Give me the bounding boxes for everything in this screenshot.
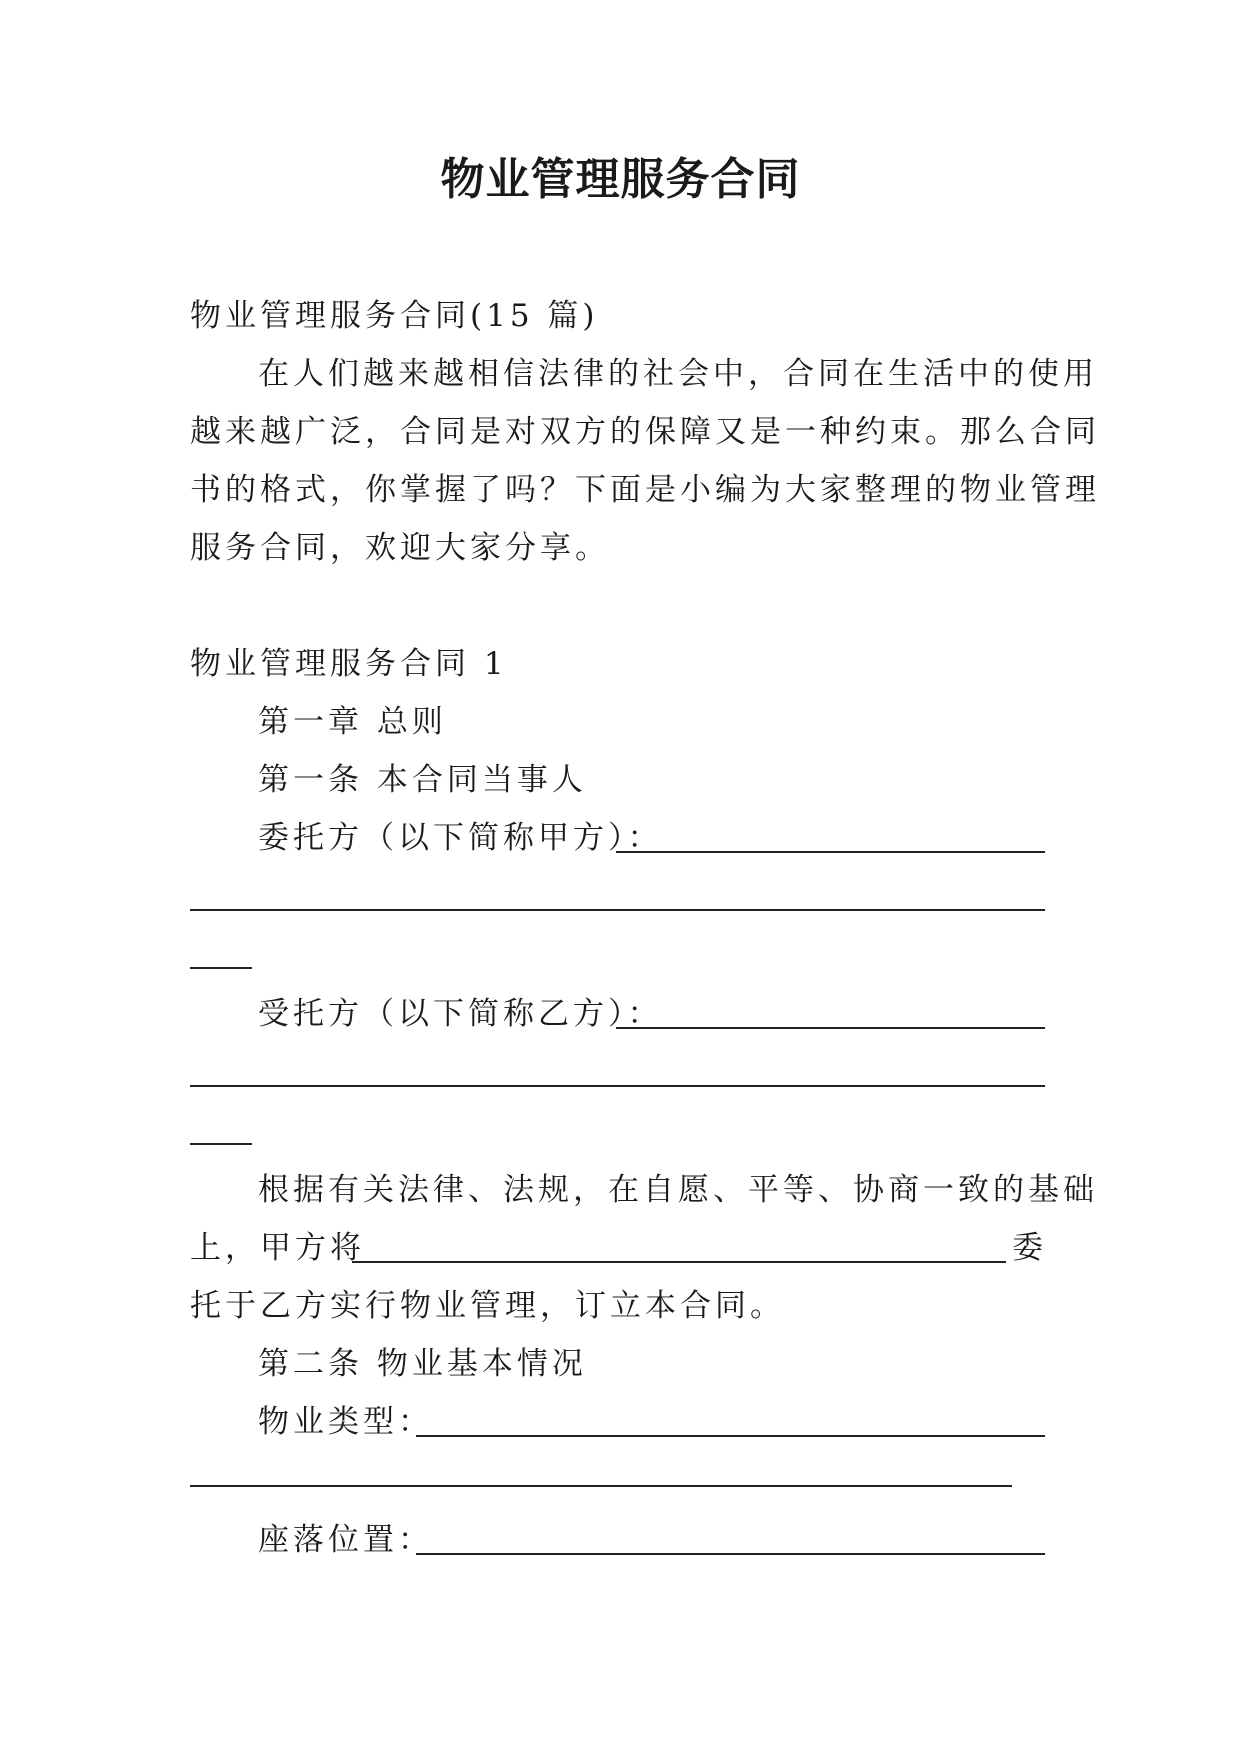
intro-line-1: 在人们越来越相信法律的社会中，合同在生活中的使用 bbox=[258, 356, 1098, 392]
property-type-blank-1[interactable] bbox=[416, 1435, 1045, 1437]
article-1-heading: 第一条 本合同当事人 bbox=[258, 762, 587, 798]
party-b-blank-1[interactable] bbox=[616, 1027, 1045, 1029]
intro-line-3: 书的格式，你掌握了吗？下面是小编为大家整理的物业管理 bbox=[190, 472, 1100, 508]
party-a-label: 委托方（以下简称甲方）： bbox=[258, 820, 663, 856]
party-a-blank-1[interactable] bbox=[616, 851, 1045, 853]
party-b-label: 受托方（以下简称乙方）： bbox=[258, 996, 663, 1032]
intro-line-4: 服务合同，欢迎大家分享。 bbox=[190, 530, 610, 566]
location-blank[interactable] bbox=[416, 1553, 1045, 1555]
document-title: 物业管理服务合同 bbox=[440, 154, 801, 205]
article-2-heading: 第二条 物业基本情况 bbox=[258, 1346, 587, 1382]
party-a-blank-2[interactable] bbox=[190, 909, 1045, 911]
intro-line-2: 越来越广泛，合同是对双方的保障又是一种约束。那么合同 bbox=[190, 414, 1100, 450]
location-label: 座落位置： bbox=[258, 1522, 433, 1558]
property-type-label: 物业类型： bbox=[258, 1404, 433, 1440]
basis-line-2-start: 上，甲方将 bbox=[190, 1230, 365, 1266]
section-heading: 物业管理服务合同 1 bbox=[190, 646, 508, 682]
property-type-blank-2[interactable] bbox=[190, 1485, 1012, 1487]
basis-line-3: 托于乙方实行物业管理，订立本合同。 bbox=[190, 1288, 785, 1324]
document-subtitle: 物业管理服务合同(15 篇) bbox=[190, 298, 599, 334]
basis-line-1: 根据有关法律、法规，在自愿、平等、协商一致的基础 bbox=[258, 1172, 1098, 1208]
party-b-blank-3[interactable] bbox=[190, 1143, 252, 1145]
party-a-blank-3[interactable] bbox=[190, 967, 252, 969]
party-b-blank-2[interactable] bbox=[190, 1085, 1045, 1087]
basis-line-2-end: 委 bbox=[1012, 1230, 1047, 1266]
chapter-heading: 第一章 总则 bbox=[258, 704, 447, 740]
basis-property-blank[interactable] bbox=[352, 1261, 1006, 1263]
